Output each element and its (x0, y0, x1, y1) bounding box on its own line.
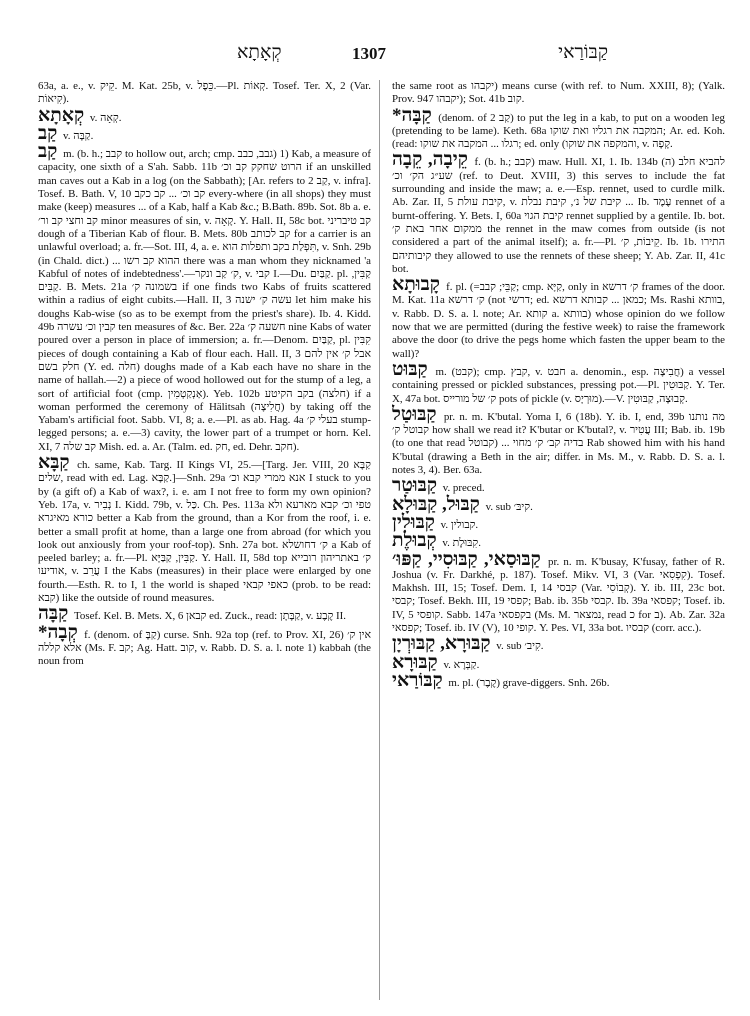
header-right-catchword: קַבּוֹרַאי (558, 42, 608, 63)
dictionary-entry (392, 358, 725, 406)
dictionary-entry (392, 548, 725, 636)
dictionary-entry (392, 493, 725, 515)
entry-headword: *קְבָה (38, 621, 78, 643)
entry-definition: v. sub קיבּ׳. (482, 500, 533, 513)
entry-definition: v. קבולין. (437, 518, 479, 531)
dictionary-entry (392, 669, 725, 691)
entry-headword: קַבּוּלִין (392, 511, 435, 533)
entry-headword: *קַבָּה (392, 104, 432, 126)
dictionary-entry (38, 603, 371, 625)
dictionary-entry (392, 403, 725, 477)
entry-definition: 63a, a. e., v. קֵיק. M. Kat. 25b, v. כֵּפֶל.—Pl. קְאוֹת. Tosef. Ter. X, 2 (Var. קִיאוֹת). (38, 80, 371, 106)
entry-headword: קַבָּה (38, 603, 69, 625)
entry-headword: קַבּוּטַל (392, 403, 437, 425)
entry-headword: קְאָתָא (38, 104, 85, 126)
entry-definition: v. preced. (440, 482, 485, 495)
entry-headword: קֵיבָה, קֵבָה (392, 149, 468, 171)
entry-headword: קַבּוּט (392, 358, 428, 380)
entry-definition: m. pl. (קֶבֶר) grave-diggers. Snh. 26b. (445, 676, 610, 689)
entry-headword: קָבוּתָא (392, 274, 440, 296)
dictionary-entry (392, 633, 725, 655)
entry-definition: the same root as יקבהו) means curse (with ref. to Num. XXIII, 8); (Yalk. Prov. 947 יקבהו); Sot. 41b קוב. (392, 80, 725, 106)
dictionary-entry (38, 104, 371, 126)
entry-definition: (denom. of קַב 2) to put the leg in a kab, to put on a wooden leg (pretending to be lame). Keth. 68a המקבה את רגליו ואת שוקו; Ar. ed. Koh. (read: רגלו ... המקבה את שוקו; ed. only (והמקפה את שוקו, v. קָפָה. (392, 111, 725, 151)
entry-headword: קַבּוּטַר (392, 475, 437, 497)
entry-definition: pr. n. m. K'butal. Yoma I, 6 (18b). Y. ib. I, end, 39b מה נותנו קבוטל ק׳ how shall we read it? K'butar or K'butal?, v. עֲטִיר III; Bab. ib. 19b (to one that read קבוטל) ... בדיה קב׳ ק׳ מחוי Rab showed him with his hand K'butal (drawing a Beth in the air; differ. in Ms. M., v. Rabb. D. S. a. l. notes 3, 4). Ber. 63a. (392, 410, 725, 477)
dictionary-entry (38, 621, 371, 669)
entry-definition: ch. same, Kab. Targ. II Kings VI, 25.—[Targ. Jer. VIII, 20 קַבָּא שלים, read with ed. Lag. קַבָּא.]—Snh. 29a אנא ממרי קבא וכ׳ I stuck to you by (a gift of) a Kab of wax?, i. e. am I not free to form my own opinion? Yeb. 17a, v. נְבִיר I. Kidd. 79b, v. כַּל. Ch. Pes. 113a טפי וכ׳ קבא מארעא ולא כורא מאיגרא better a Kab from the ground, than a Kor from the roof, i. e. better a small profit at home, than a large one from abroad (for which you look out anxiously from your roof-top). Snh. 27a bot. ק׳ דחושלא a Kab of peeled barley; a. fr.—Pl. קַבִּין, קַבַּיָּא. Y. Hall. II, 58d top ק׳ באתריהון רובייא אודיעו, v. עֲרֵב I the Kabs (measures) in their place were enlarged by one fourth.—Esth. R. to I, 1 the world is shaped כאפי קבאי (prob. to be read: קבא) like the outside of round measures. (38, 459, 371, 604)
right-column (392, 80, 725, 1005)
left-column (38, 80, 371, 1005)
entry-headword: קְבוּלֶת (392, 530, 437, 552)
dictionary-entry (392, 511, 725, 533)
entry-headword: קַבּוּרָא (392, 651, 438, 673)
entry-definition: m. (b. h.; קבב to hollow out, arch; cmp. גבב, כבב) 1) Kab, a measure of capacity, one sixth of a S'ah. Sabb. 11b הרוט שחקק קב וכ׳ if an unskilled man caves out a Kab in a log (on the Sabbath); [Ar. refers to קַב 2, v. infra]. Tosef. B. Bath. V, 10 קב וכ׳ ... קב כקב every-where (in all shops) they must make (keep) measures ... of a Kab, half a Kab &c.; B.Bath. 89b. Sot. 8b a. e. קב וחצי קב ור׳ minor measures of sin, v. קָאָה. Y. Hall. II, 58c bot. קב טיבריני dough of a Tiberian Kab of flour. B. Mets. 80b קב לכותב for a carrier is an unlawful overload; a. fr.—Sot. III, 4, a. e. תִּפְלַת בקב ותפלות הוא, v. Snh. 29b (in Chald. dict.) ... ההוא קב רשו there was a man whom they nicknamed 'a Kabful of notes of indebtedness'.—ק׳ קַב ונקר, v. קבי I.—Du. קַבַּיִם. pl. קַבִּין, קַבִּים. B. Mets. 21a בשמונה ק׳ if one finds two Kabs of fruits scattered within a radius of eight cubits.—Hall. II, 3 עשה ק׳ ישנה let him make his doughs Kab-wise (so as to be exempt from the priest's share). Ib. 4. Kidd. 49b קבין וכ׳ עשרה ten measures of &c. Ber. 22a חשעה ק׳ nine Kabs of water poured over a person in place of immersion; a. fr.—Denom. קַבַּיִם, pl. קִבִּין pieces of dough containing a Kab of flour each. Hall. II, 3 אבל ק׳ אין להם חלק בשם (Y. ed. חלה) doughs made of a Kab each have no share in the name of hallah.—2) a piece of wood hollowed out for the stump of a leg, a sort of artificial foot (cmp. אַנְקַטְמִין). Yeb. 102b חלצה) בקב הקיטע) if a woman performed the ceremony of Hälitsah (חֲלִיצָה) by taking off the Yabam's artificial foot. Sabb. VI, 8; a. e.—Pl. as ab. Hag. 4a בעלי ק׳ stump-legged persons; a. e.—3) cavity, the lower part of a trumpet or horn. Kel. XI, 7 קב שלה Mish. ed. a. Ar. (Talm. ed. חק, ed. Dehr. חקב). (38, 148, 371, 453)
text-columns (32, 80, 728, 1005)
dictionary-page (32, 30, 728, 1005)
entry-definition: Tosef. Kel. B. Mets. X, 6 קבאן ed. Zuck., read: קַבָּתָן, v. קֶבֶע II. (71, 610, 347, 623)
entry-definition: v. sub קִיב׳. (493, 640, 544, 653)
entry-definition: v. קַבָּה. (60, 129, 94, 142)
dictionary-entry (392, 80, 725, 107)
dictionary-entry (38, 452, 371, 605)
dictionary-entry (392, 274, 725, 361)
entry-definition: v. קַבְּרָא. (440, 658, 480, 671)
entry-headword: קַבּוּסַאי, קַבּוּסִיי, קַפּוּ׳ (392, 548, 541, 570)
dictionary-entry (38, 80, 371, 107)
entry-definition: f. (b. h.; קבב) maw. Hull. XI, 1. Ib. 134b (ה) להביא חלב שע״ג הק׳ וכ׳ (ref. to Deut. XVIII, 3) this serves to include the fat surrounding and inside the maw; a. e.—Esp. rennet, used to curdle milk. Ab. Zar. II, 5 קיבת עולת, v. קיבת של נ׳, קיבת נבלת ... Ib. עֶמֶד rennet of a burnt-offering. Y. Bets. I, 60a קיבת הגוי rennet supplied by a gentile. Ib. bot. ממקום אחר באת ק׳ the rennet in the maw comes from outside (is not considered a part of the animal itself); a. fr.—Pl. קֵיבוֹת, ק׳. Ib. 1b. התירו קיבותיהם they allowed to use the rennets of these sheep; Y. Ab. Zar. II, 41c bot. (392, 156, 725, 275)
entry-headword: קַב (38, 141, 58, 163)
entry-headword: קַבָּא (38, 452, 70, 474)
column-divider (379, 80, 380, 1000)
page-header (32, 30, 728, 64)
dictionary-entry (392, 104, 725, 152)
entry-definition: f. (denom. of קַבָּ) curse. Snh. 92a top (ref. to Prov. XI, 26) אין ק׳ אלא קללה (Ms. F. קב; Ag. Hatt. קוב, v. Rabb. D. S. a. l. note 1) kabbah (the noun from (38, 628, 371, 668)
dictionary-entry (38, 122, 371, 144)
entry-headword: קַבּוּרָא, קַבּוּרְיָן (392, 633, 491, 655)
dictionary-entry (392, 149, 725, 276)
entry-headword: קַבּוּל, קַבּוּלָא (392, 493, 480, 515)
dictionary-entry (38, 141, 371, 454)
entry-definition: pr. n. m. K'busay, K'fusay, father of R. Joshua (v. Fr. Darkhé, p. 187). Tosef. Mikv. VI, 3 (Var. קִפְסִאי). Tosef. Makhsh. III, 15; Tosef. Dem. I, 14 קבסי (Var. קְבוֹסִי). Y. ib. III, 23c bot. קבסי; Tosef. Bekh. III, 19 קפסי; Bab. ib. 35b קבסי. Ib. 39a קפסאי; Tosef. ib. IV, 5 קופסי. Sabb. 147a בקפסאי (Ms. M. נמצאר, read כ for ב). Ab. Zar. 32a קפסאי; Tosef. ib. IV (V), 10 קופי. Y. Pes. VI, 33a bot. קבסיו (corr. acc.). (392, 555, 725, 634)
entry-definition: v. קְאָה. (87, 111, 122, 124)
entry-definition: f. pl. (=קַבֵּי; קבב; cmp. קַיָּא, only in ק׳ דרשא frames of the door. M. Kat. 11a ק׳ דרשא (not דרשי; ed. כמאן ... קבותא דרשא; Ms. Rashi בוותא, v. Rabb. D. S. a. l. note; Ar. קותא a. בוותא) whose opinion do we follow now that we are permitted (during the festive week) to raise the framework above the door (to drive the pegs home which fasten the upper beam to the wall)? (392, 281, 725, 360)
entry-headword: קַבּוֹרַאי (392, 669, 443, 691)
header-left-catchword: קְאָתָא (237, 42, 282, 63)
entry-definition: m. (קבט); cmp. קבץ, v. חבט a. denomin., esp. חֲבִיצָה) a vessel containing pressed or pickled substances, pressing pot.—Pl. קַבּוּטִין. Y. Ter. X, 47a bot. ק׳ של מורייס pots of pickle (v. מוּרְיָס).—V. קְבוּצָה, קַבּוּטִין. (392, 365, 725, 405)
entry-headword: קַב (38, 122, 58, 144)
entry-definition: v. קִבּוּלֶת. (439, 537, 481, 550)
page-number: 1307 (352, 44, 386, 63)
